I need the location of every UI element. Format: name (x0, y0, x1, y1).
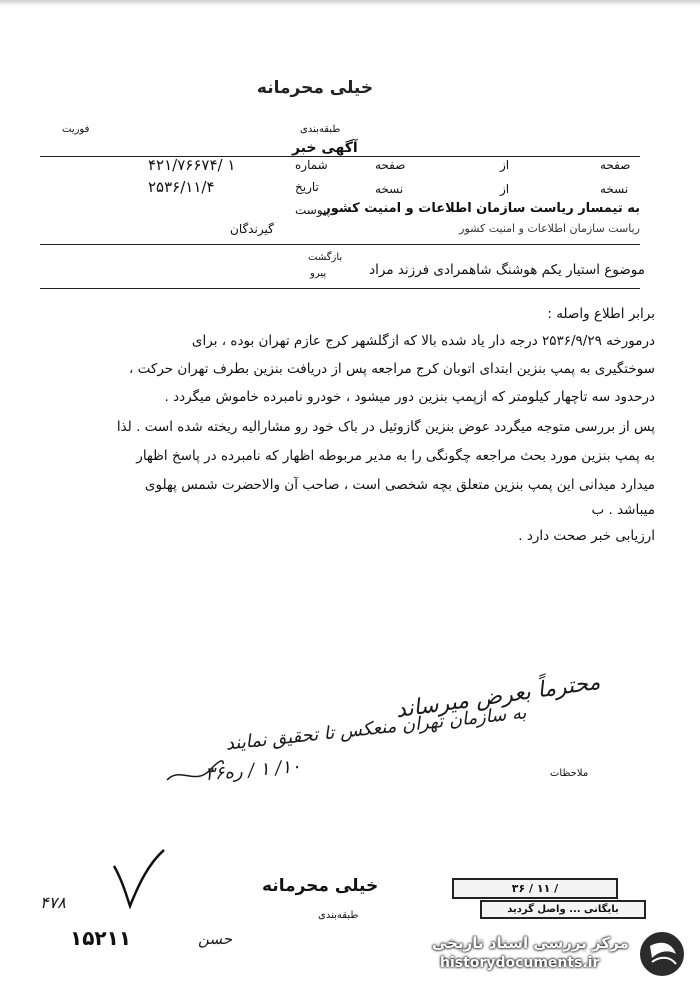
watermark-url[interactable]: historydocuments.ir (440, 955, 600, 971)
date-value: ۲۵۳۶/۱۱/۴ (148, 178, 215, 196)
copy-label: نسخه (600, 182, 629, 196)
handwritten-note-1: محترماً بعرض میرساند (394, 669, 602, 724)
signature: حسن (198, 930, 233, 948)
addressee-line-1: به تیمسار ریاست سازمان اطلاعات و امنیت کشور (323, 201, 640, 216)
body-line-7: میباشد . ب (591, 502, 655, 518)
copy-from-label: از (500, 182, 510, 196)
bottom-classification-stamp: خیلی محرمانه (262, 876, 379, 896)
header-divider-2 (40, 244, 640, 245)
number-label: شماره (295, 158, 328, 172)
subject-line: موضوع استیار یکم هوشنگ شاهمرادی فرزند مراد (369, 262, 645, 278)
report-type: آگهی خبر (292, 140, 358, 156)
attachment-label: پیوست (295, 203, 330, 217)
archive-stamp-text: بایگانی ... واصل گردید (480, 900, 646, 919)
recipients-label: گیرندگان (230, 222, 274, 236)
page-from-label: از (500, 158, 510, 172)
classification-label: طبقه‌بندی (300, 124, 341, 135)
check-mark-icon (108, 846, 168, 911)
urgency-label: فوریت (62, 124, 90, 135)
handwritten-underline (165, 758, 225, 788)
handwritten-note-2: به سازمان تهران منعکس تا تحقیق نمایند (224, 702, 528, 755)
watermark-logo-icon (638, 930, 686, 978)
page-label-2: صفحه (375, 158, 406, 172)
scan-edge (0, 0, 700, 6)
header-divider (40, 156, 640, 157)
body-line-1: درمورخه ۲۵۳۶/۹/۲۹ درجه دار یاد شده بالا که ازگلشهر کرج عازم تهران بوده ، برای (191, 333, 655, 349)
watermark-name: مرکز بررسی اسناد تاریخی (432, 934, 629, 952)
evaluation-line: ارزیابی خبر صحت دارد . (518, 528, 655, 544)
handwritten-date: ۱۰/ ۱ / ره۳۶ (204, 755, 302, 786)
body-line-5: به پمپ بنزین مورد بحث مراجعه چگونگی را به مدیر مربوطه اظهار که نامبرده در پاسخ اظهار (136, 448, 655, 464)
copy-label-2: نسخه (375, 182, 404, 196)
reference-label: بازگشت (308, 252, 343, 263)
body-line-6: میدارد میدانی این پمپ بنزین متعلق بچه شخصی است ، صاحب آن والاحضرت شمس پهلوی (144, 477, 655, 493)
archive-stamp-number: ۳۶ / ۱۱ / (452, 878, 618, 899)
bottom-classification-label: طبقه‌بندی (318, 910, 359, 921)
top-classification-stamp: خیلی محرمانه (256, 78, 374, 98)
archive-number: ۱۵۲۱۱ (70, 926, 132, 950)
addressee-line-2: ریاست سازمان اطلاعات و امنیت کشور (459, 222, 640, 235)
handwritten-number: ۴۷۸ (40, 893, 66, 912)
body-line-4: پس از بررسی متوجه میگردد عوض بنزین گازوئیل در باک خود رو مشارالیه ریخته شده است . لذا (116, 419, 655, 435)
source-line: برابر اطلاع واصله : (547, 306, 655, 322)
date-label: تاریخ (295, 180, 319, 194)
number-value: ۴۲۱/۷۶۶۷۴/ ۱ (148, 156, 236, 174)
page-label: صفحه (600, 158, 631, 172)
remarks-label: ملاحظات (550, 768, 589, 779)
following-label: پیرو (310, 268, 327, 279)
body-line-3: درحدود سه تاچهار کیلومتر که ازپمپ بنزین دور میشود ، خودرو نامبرده خاموش میگردد . (164, 389, 655, 405)
subject-divider (40, 288, 640, 289)
body-line-2: سوختگیری به پمپ بنزین ابتدای اتوبان کرج مراجعه پس از دریافت بنزین بطرف تهران حرکت ، (129, 361, 655, 377)
